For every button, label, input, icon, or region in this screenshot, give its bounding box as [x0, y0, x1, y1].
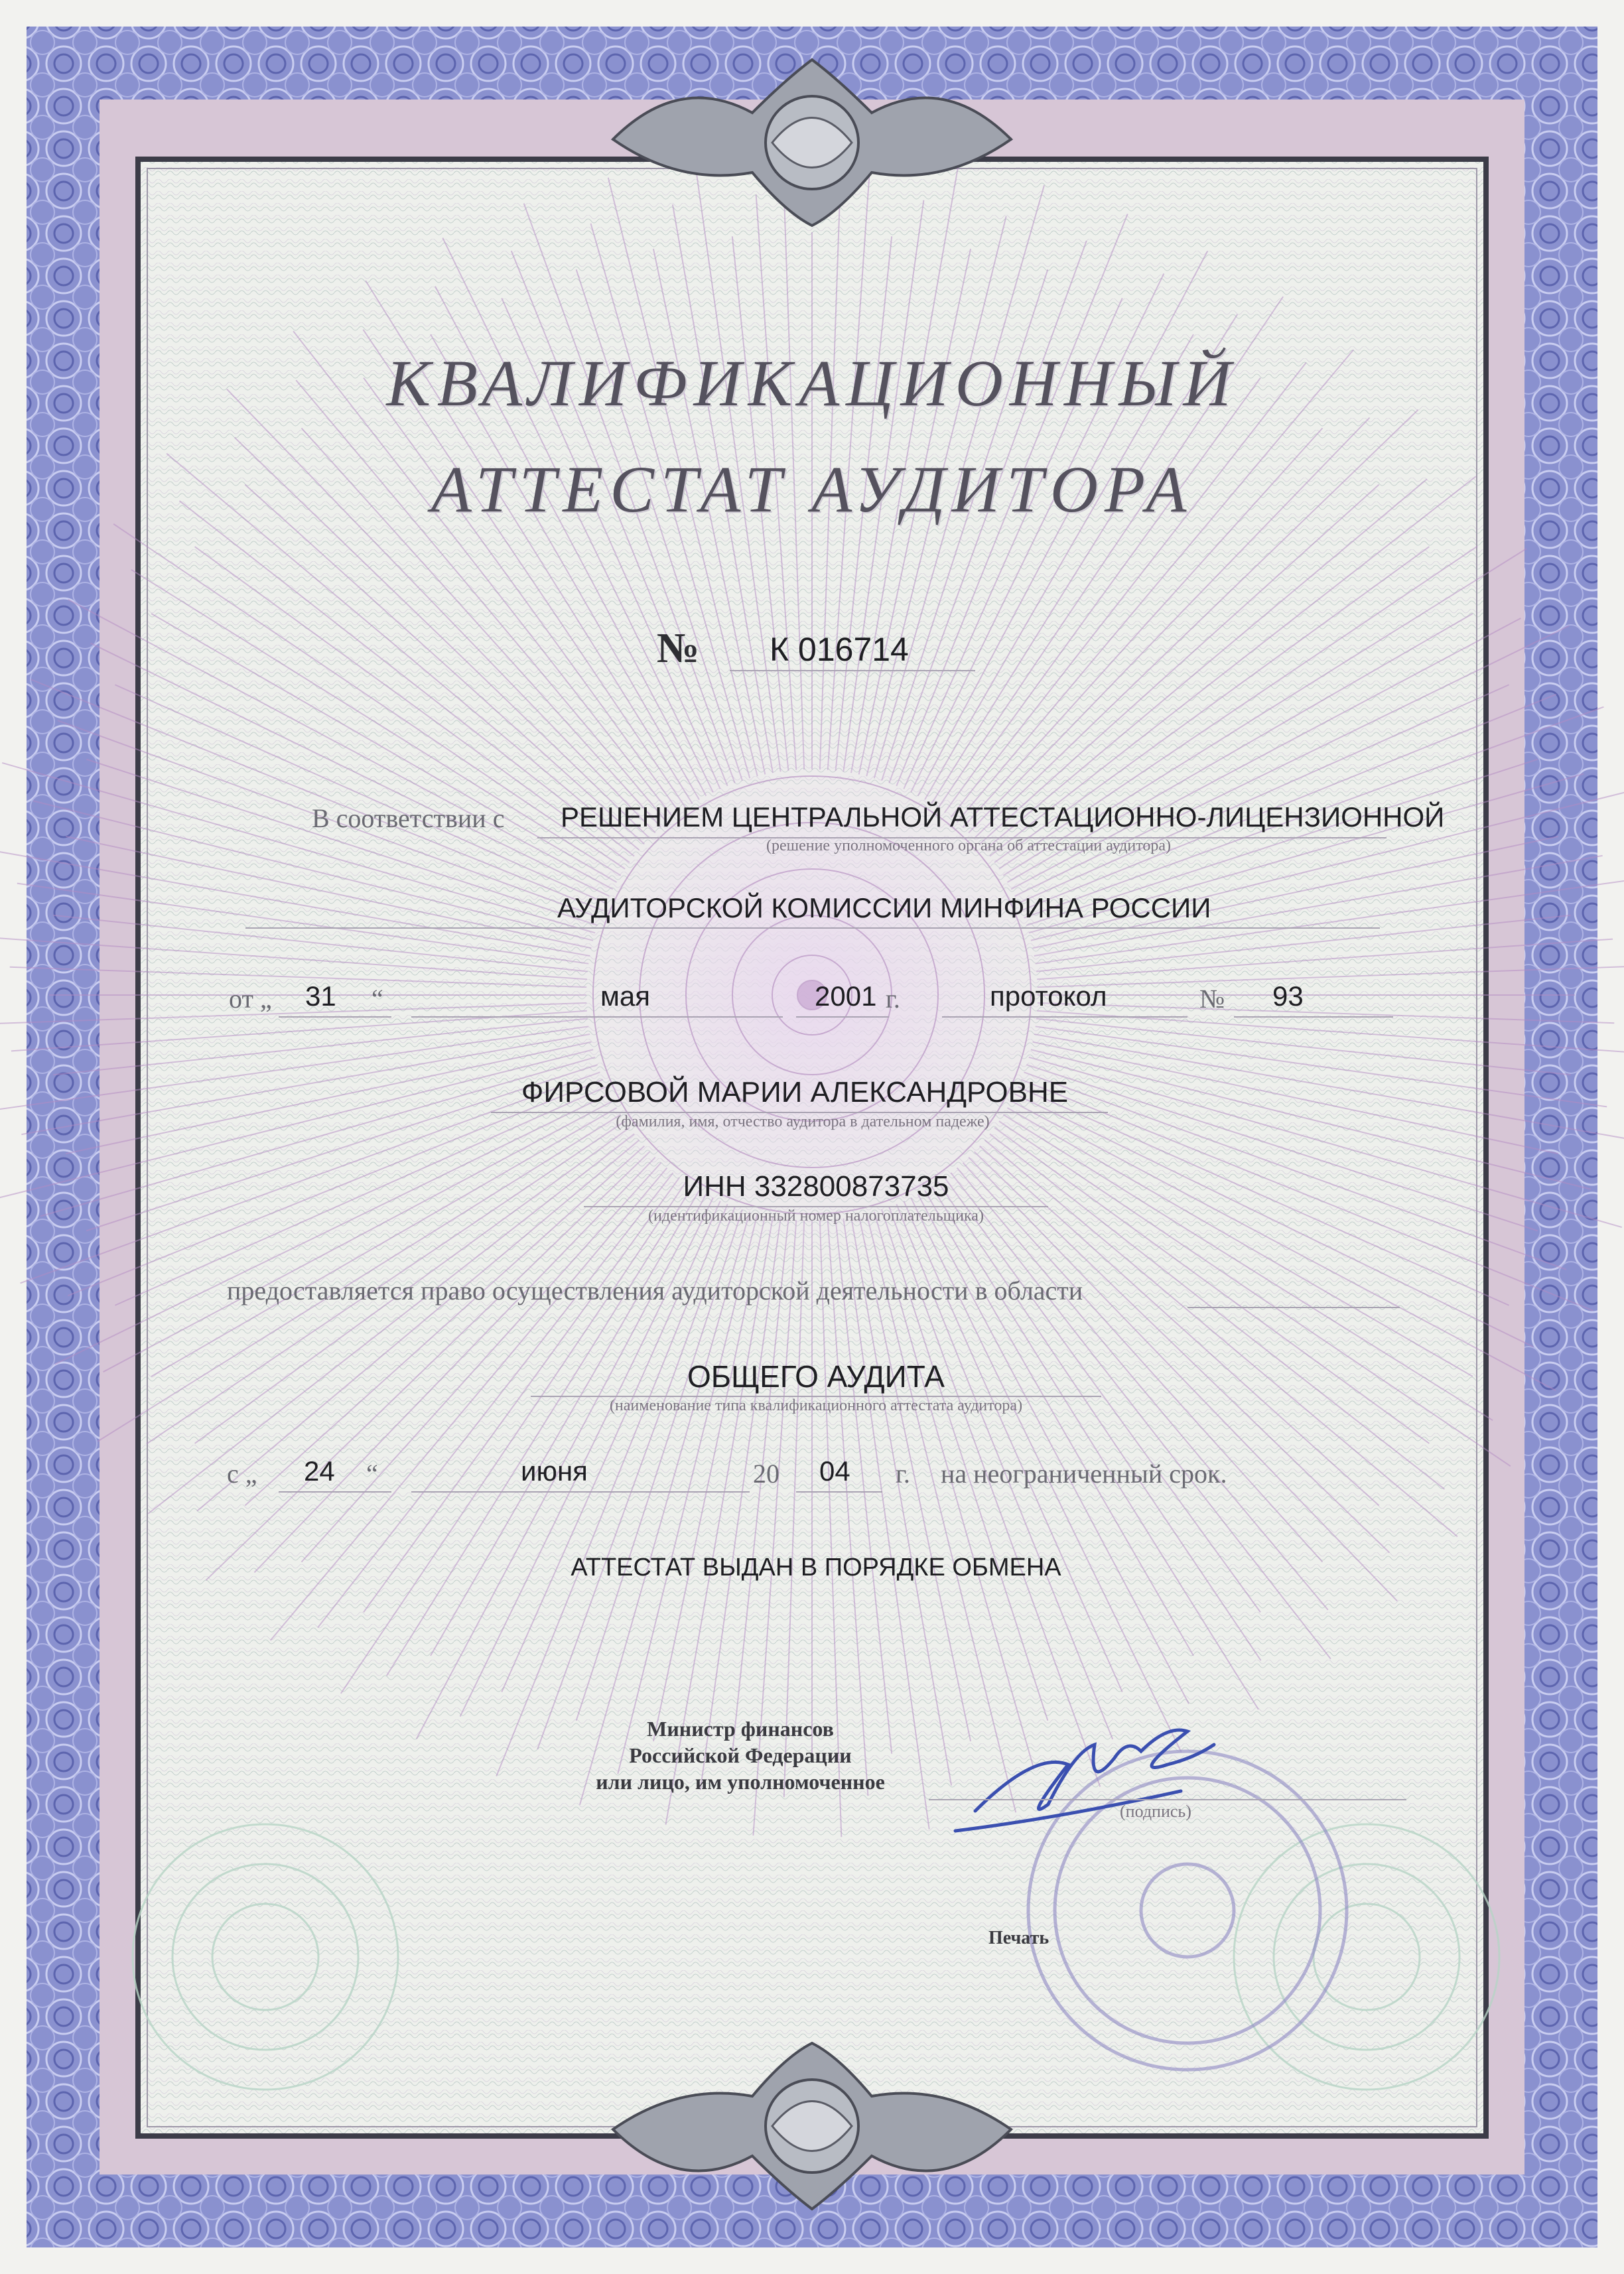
auditor-inn-caption: (идентификационный номер налогоплательщика) — [648, 1207, 984, 1225]
protocol-year-suffix: г. — [886, 984, 900, 1014]
audit-area-caption: (наименование типа квалификационного аттестата аудитора) — [609, 1397, 1023, 1414]
validity-day: 24 — [304, 1455, 335, 1487]
auditor-name: ФИРСОВОЙ МАРИИ АЛЕКСАНДРОВНЕ — [521, 1076, 1069, 1108]
signature-caption: (подпись) — [1120, 1802, 1191, 1821]
validity-year-prefix: 20 — [753, 1459, 779, 1489]
validity-year-digits: 04 — [819, 1455, 850, 1487]
number-sign: № — [657, 624, 700, 671]
signatory-line-1: Министр финансов — [647, 1717, 834, 1741]
validity-day-close-quote: “ — [366, 1459, 378, 1489]
protocol-number: 93 — [1272, 980, 1304, 1012]
auditor-name-caption: (фамилия, имя, отчество аудитора в дательном падеже) — [616, 1113, 990, 1130]
signatory-line-3: или лицо, им уполномоченное — [596, 1770, 885, 1794]
protocol-day: 31 — [305, 980, 336, 1012]
issued-note: АТТЕСТАТ ВЫДАН В ПОРЯДКЕ ОБМЕНА — [571, 1554, 1061, 1581]
decision-line-2: АУДИТОРСКОЙ КОМИССИИ МИНФИНА РОССИИ — [557, 892, 1211, 923]
title-line-2: АТТЕСТАТ АУДИТОРА — [431, 452, 1193, 526]
protocol-day-close-quote: “ — [372, 984, 383, 1014]
auditor-inn: ИНН 332800873735 — [683, 1170, 949, 1203]
protocol-month: мая — [600, 980, 650, 1012]
validity-from-label: с „ — [227, 1459, 257, 1489]
protocol-from-label: от „ — [229, 984, 272, 1014]
validity-term: на неограниченный срок. — [941, 1459, 1227, 1489]
protocol-year: 2001 — [815, 980, 877, 1012]
protocol-word: протокол — [990, 980, 1107, 1012]
audit-area: ОБЩЕГО АУДИТА — [687, 1359, 945, 1394]
signatory-line-2: Российской Федерации — [629, 1743, 852, 1767]
title-line-1: КВАЛИФИКАЦИОННЫЙ — [386, 346, 1238, 420]
decision-line-1: РЕШЕНИЕМ ЦЕНТРАЛЬНОЙ АТТЕСТАЦИОННО-ЛИЦЕНЗИОННОЙ — [561, 801, 1445, 833]
validity-year-suffix: г. — [896, 1459, 910, 1489]
decision-caption: (решение уполномоченного органа об аттестации аудитора) — [766, 837, 1172, 854]
validity-month: июня — [521, 1455, 588, 1487]
protocol-number-sign: № — [1199, 984, 1225, 1014]
right-text: предоставляется право осуществления аудиторской деятельности в области — [227, 1276, 1083, 1305]
decision-prefix: В соответствии с — [312, 803, 505, 833]
seal-label: Печать — [988, 1928, 1049, 1948]
certificate-number: К 016714 — [770, 631, 909, 668]
